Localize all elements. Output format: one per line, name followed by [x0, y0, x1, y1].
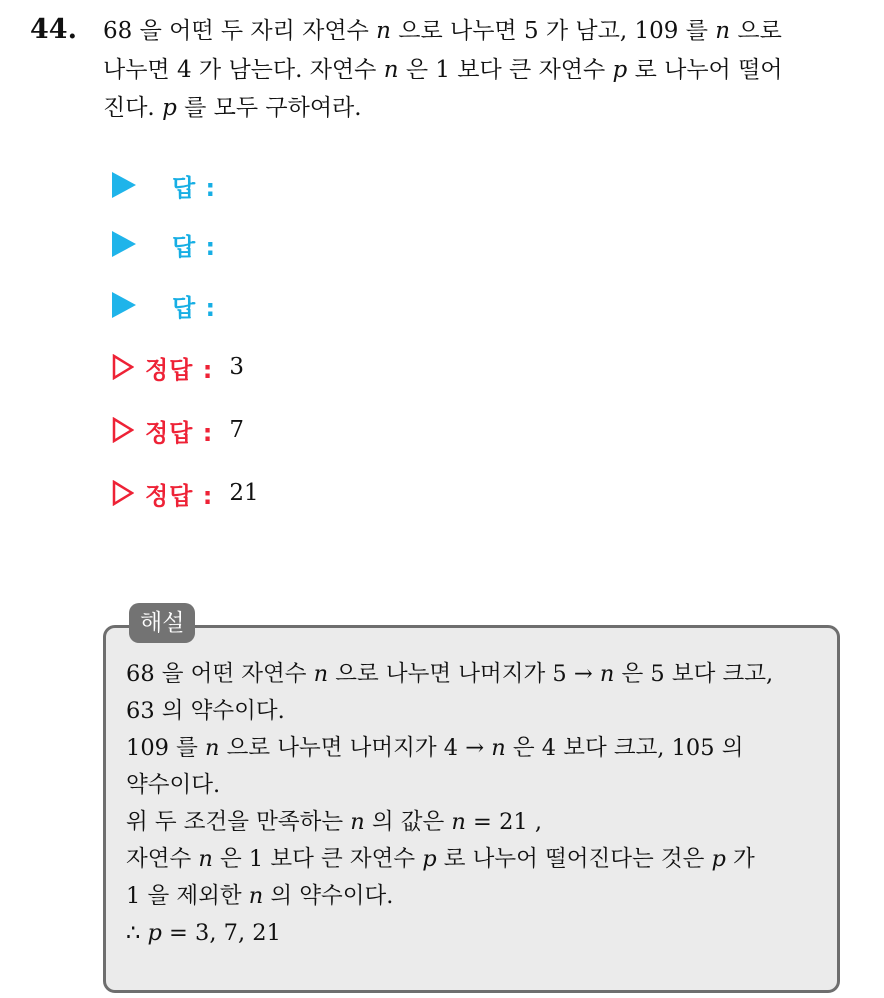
math-variable: n	[198, 846, 213, 872]
explanation-line	[126, 878, 832, 915]
text-segment: 나누면 4 가 남는다. 자연수	[103, 56, 384, 83]
text-segment: = 21 ,	[465, 809, 542, 835]
text-segment: ∴	[126, 920, 148, 946]
math-variable: n	[715, 18, 731, 44]
correct-answer-value: 7	[229, 417, 244, 443]
correct-answer-row	[112, 473, 259, 513]
text-segment: 은 4 보다 크고, 105 의	[505, 735, 744, 761]
text-segment: 약수이다.	[126, 772, 221, 798]
text-segment: 로 나누어 떨어	[627, 56, 783, 83]
math-variable: n	[383, 56, 399, 83]
correct-answer-label: 정답 :	[145, 481, 214, 510]
text-segment: 위 두 조건을 만족하는	[126, 809, 351, 835]
filled-triangle-icon	[112, 292, 136, 318]
explanation-line	[126, 804, 832, 841]
text-segment: 으로 나누면 5 가 남고, 109 를	[390, 18, 716, 44]
text-segment: 의 값은	[364, 809, 452, 835]
text-segment: 으로 나누면 나머지가 5 →	[328, 661, 600, 687]
explanation-text	[126, 656, 832, 952]
text-segment: 가	[725, 846, 755, 872]
explanation-title: 해설	[129, 603, 195, 643]
text-segment: 은 1 보다 큰 자연수	[398, 56, 613, 83]
outline-triangle-icon	[112, 354, 134, 380]
math-variable: n	[248, 883, 264, 909]
text-segment: = 3, 7, 21	[161, 920, 281, 946]
outline-triangle-icon	[112, 417, 134, 443]
filled-triangle-icon	[112, 231, 136, 257]
text-segment: 68 을 어떤 자연수	[126, 661, 314, 687]
text-segment: 자연수	[126, 846, 199, 872]
text-segment: 63 의 약수이다.	[126, 698, 285, 724]
explanation-line	[126, 693, 832, 730]
math-variable: n	[313, 661, 329, 687]
explanation-line	[126, 841, 832, 878]
math-variable: n	[599, 661, 615, 687]
math-variable: p	[711, 846, 726, 872]
answer-row[interactable]	[112, 285, 216, 325]
text-segment: 으로	[730, 18, 782, 44]
answer-label: 답 :	[172, 293, 217, 322]
math-variable: n	[451, 809, 466, 835]
text-segment: 의 약수이다.	[263, 883, 394, 909]
text-segment: 은 5 보다 크고,	[614, 661, 774, 687]
correct-answer-value: 21	[229, 480, 259, 506]
math-variable: n	[205, 735, 220, 761]
question-line	[103, 51, 863, 90]
text-segment: 로 나누어 떨어진다는 것은	[436, 846, 712, 872]
answer-label: 답 :	[172, 232, 217, 261]
correct-answer-row	[112, 410, 244, 450]
correct-answer-label: 정답 :	[145, 418, 214, 447]
outline-triangle-icon	[112, 480, 134, 506]
filled-triangle-icon	[112, 172, 136, 198]
math-variable: p	[422, 846, 437, 872]
question-line	[103, 89, 863, 128]
math-variable: p	[162, 95, 177, 121]
math-variable: n	[491, 735, 506, 761]
text-segment: 진다.	[103, 95, 163, 121]
text-segment: 은 1 보다 큰 자연수	[212, 846, 423, 872]
question-text	[103, 12, 863, 128]
answer-row[interactable]	[112, 165, 216, 205]
math-variable: p	[147, 920, 162, 946]
correct-answer-label: 정답 :	[145, 355, 214, 384]
correct-answer-value: 3	[229, 354, 244, 380]
answer-label: 답 :	[172, 173, 217, 202]
explanation-line	[126, 656, 832, 693]
explanation-line	[126, 730, 832, 767]
math-variable: n	[350, 809, 365, 835]
question-number: 44.	[30, 14, 77, 45]
text-segment: 68 을 어떤 두 자리 자연수	[103, 18, 377, 44]
explanation-line	[126, 915, 832, 952]
explanation-line	[126, 767, 832, 804]
text-segment: 1 을 제외한	[126, 883, 249, 909]
math-variable: n	[376, 18, 391, 44]
text-segment: 를 모두 구하여라.	[176, 95, 362, 121]
text-segment: 으로 나누면 나머지가 4 →	[219, 735, 492, 761]
question-line	[103, 12, 863, 51]
math-variable: p	[612, 56, 628, 83]
correct-answer-row	[112, 347, 244, 387]
answer-row[interactable]	[112, 224, 216, 264]
text-segment: 109 를	[126, 735, 205, 761]
